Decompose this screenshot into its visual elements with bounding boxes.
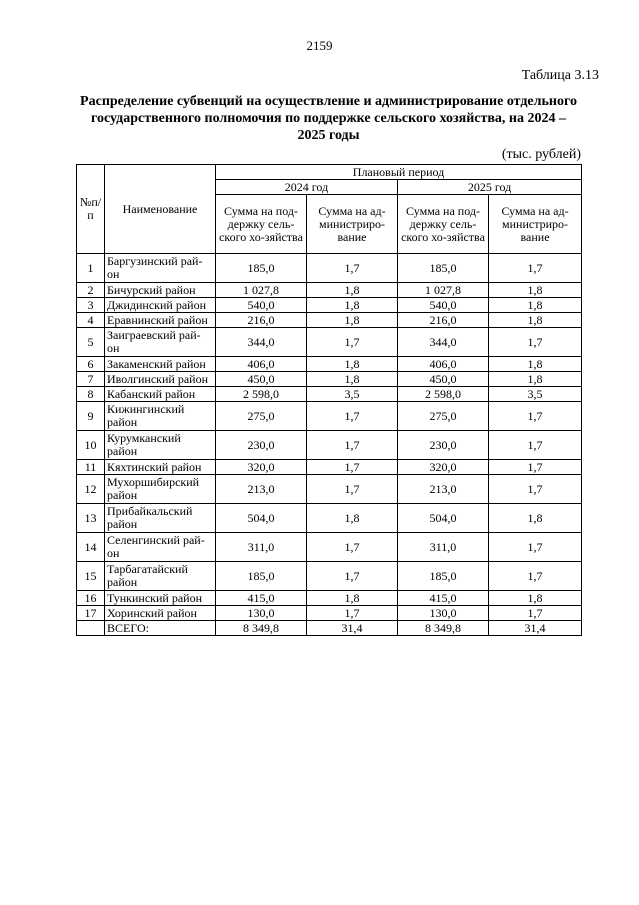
total-admin-2025: 31,4: [489, 621, 582, 636]
table-row: [77, 606, 582, 621]
row-admin-2025: 1,8: [489, 504, 582, 533]
table-row: [77, 591, 582, 606]
row-admin-2025: 1,7: [489, 562, 582, 591]
row-support-2025: 320,0: [398, 460, 489, 475]
row-support-2025: 450,0: [398, 372, 489, 387]
row-support-2024: 130,0: [216, 606, 307, 621]
row-name: Тункинский район: [105, 591, 216, 606]
row-admin-2025: 1,7: [489, 475, 582, 504]
row-number: 10: [77, 431, 105, 460]
row-support-2024: 185,0: [216, 254, 307, 283]
header-year-2024: 2024 год: [216, 180, 398, 195]
table-row: [77, 254, 582, 283]
header-admin-2024: Сумма на ад-министриро-вание: [307, 195, 398, 254]
row-name: Еравнинский район: [105, 313, 216, 328]
row-admin-2024: 1,8: [307, 372, 398, 387]
row-admin-2025: 1,8: [489, 283, 582, 298]
table-body: [77, 254, 582, 636]
table-row: [77, 460, 582, 475]
row-support-2024: 311,0: [216, 533, 307, 562]
row-support-2024: 415,0: [216, 591, 307, 606]
row-support-2025: 1 027,8: [398, 283, 489, 298]
row-name: Кабанский район: [105, 387, 216, 402]
header-planning-period: Плановый период: [216, 165, 582, 180]
row-support-2025: 406,0: [398, 357, 489, 372]
row-admin-2024: 1,8: [307, 504, 398, 533]
row-name: Селенгинский рай-он: [105, 533, 216, 562]
row-admin-2024: 1,8: [307, 283, 398, 298]
table-row: [77, 504, 582, 533]
row-admin-2024: 3,5: [307, 387, 398, 402]
row-admin-2024: 1,8: [307, 591, 398, 606]
subvention-table: [76, 164, 582, 636]
row-support-2024: 540,0: [216, 298, 307, 313]
row-name: Бичурский район: [105, 283, 216, 298]
row-number: 1: [77, 254, 105, 283]
row-admin-2024: 1,7: [307, 475, 398, 504]
row-support-2025: 213,0: [398, 475, 489, 504]
row-support-2024: 344,0: [216, 328, 307, 357]
row-support-2025: 185,0: [398, 254, 489, 283]
row-admin-2025: 1,8: [489, 357, 582, 372]
row-support-2025: 185,0: [398, 562, 489, 591]
row-support-2024: 406,0: [216, 357, 307, 372]
row-admin-2025: 1,7: [489, 254, 582, 283]
row-number: 4: [77, 313, 105, 328]
row-number: 2: [77, 283, 105, 298]
row-admin-2025: 1,8: [489, 313, 582, 328]
units-label: (тыс. рублей): [501, 147, 581, 162]
row-number: 12: [77, 475, 105, 504]
row-admin-2025: 1,8: [489, 372, 582, 387]
table-row: [77, 283, 582, 298]
row-name: Хоринский район: [105, 606, 216, 621]
row-support-2025: 504,0: [398, 504, 489, 533]
total-admin-2024: 31,4: [307, 621, 398, 636]
row-support-2024: 320,0: [216, 460, 307, 475]
row-admin-2024: 1,8: [307, 298, 398, 313]
total-num-cell: [77, 621, 105, 636]
row-name: Иволгинский район: [105, 372, 216, 387]
row-admin-2025: 1,7: [489, 402, 582, 431]
row-number: 13: [77, 504, 105, 533]
table-row: [77, 562, 582, 591]
row-number: 16: [77, 591, 105, 606]
row-admin-2024: 1,7: [307, 460, 398, 475]
row-admin-2024: 1,7: [307, 533, 398, 562]
row-admin-2025: 1,8: [489, 591, 582, 606]
row-number: 9: [77, 402, 105, 431]
row-support-2024: 275,0: [216, 402, 307, 431]
row-admin-2025: 1,7: [489, 328, 582, 357]
table-row: [77, 387, 582, 402]
header-admin-2025: Сумма на ад-министриро-вание: [489, 195, 582, 254]
row-name: Тарбагатайский район: [105, 562, 216, 591]
row-admin-2024: 1,8: [307, 313, 398, 328]
row-number: 11: [77, 460, 105, 475]
row-admin-2025: 1,7: [489, 606, 582, 621]
row-support-2024: 1 027,8: [216, 283, 307, 298]
table-row: [77, 328, 582, 357]
row-name: Заиграевский рай-он: [105, 328, 216, 357]
row-admin-2024: 1,7: [307, 562, 398, 591]
row-support-2024: 504,0: [216, 504, 307, 533]
row-name: Кяхтинский район: [105, 460, 216, 475]
row-admin-2025: 3,5: [489, 387, 582, 402]
row-support-2025: 275,0: [398, 402, 489, 431]
row-support-2025: 230,0: [398, 431, 489, 460]
table-row: [77, 298, 582, 313]
row-admin-2025: 1,7: [489, 533, 582, 562]
row-admin-2024: 1,7: [307, 254, 398, 283]
total-support-2025: 8 349,8: [398, 621, 489, 636]
row-admin-2024: 1,7: [307, 431, 398, 460]
row-admin-2024: 1,7: [307, 606, 398, 621]
row-name: Джидинский район: [105, 298, 216, 313]
table-row: [77, 402, 582, 431]
row-number: 14: [77, 533, 105, 562]
row-support-2025: 540,0: [398, 298, 489, 313]
table-row: [77, 475, 582, 504]
table-row: [77, 431, 582, 460]
table-row: [77, 372, 582, 387]
row-admin-2024: 1,7: [307, 328, 398, 357]
table-row: [77, 313, 582, 328]
header-support-2025: Сумма на под-держку сель-ского хо-зяйства: [398, 195, 489, 254]
row-admin-2025: 1,7: [489, 460, 582, 475]
row-support-2025: 311,0: [398, 533, 489, 562]
row-support-2025: 130,0: [398, 606, 489, 621]
row-name: Баргузинский рай-он: [105, 254, 216, 283]
header-support-2024: Сумма на под-держку сель-ского хо-зяйства: [216, 195, 307, 254]
row-support-2025: 2 598,0: [398, 387, 489, 402]
table-title: Распределение субвенций на осуществление и администрирование отдельного государственного полномочия по поддержке сельского хозяйства, на 2024 – 2025 годы: [80, 94, 577, 143]
row-support-2024: 2 598,0: [216, 387, 307, 402]
total-support-2024: 8 349,8: [216, 621, 307, 636]
row-name: Кижингинский район: [105, 402, 216, 431]
row-number: 7: [77, 372, 105, 387]
row-name: Закаменский район: [105, 357, 216, 372]
row-name: Мухоршибирский район: [105, 475, 216, 504]
row-support-2024: 450,0: [216, 372, 307, 387]
total-row: [77, 621, 582, 636]
header-num: №п/п: [77, 165, 105, 254]
row-number: 5: [77, 328, 105, 357]
row-support-2024: 230,0: [216, 431, 307, 460]
header-name: Наименование: [105, 165, 216, 254]
row-admin-2024: 1,7: [307, 402, 398, 431]
row-support-2025: 415,0: [398, 591, 489, 606]
row-admin-2025: 1,7: [489, 431, 582, 460]
row-support-2025: 216,0: [398, 313, 489, 328]
table-row: [77, 533, 582, 562]
row-name: Курумканский район: [105, 431, 216, 460]
row-admin-2025: 1,8: [489, 298, 582, 313]
row-support-2024: 216,0: [216, 313, 307, 328]
row-support-2024: 185,0: [216, 562, 307, 591]
page-number: 2159: [306, 38, 333, 53]
header-year-2025: 2025 год: [398, 180, 582, 195]
total-label: ВСЕГО:: [105, 621, 216, 636]
row-admin-2024: 1,8: [307, 357, 398, 372]
row-support-2025: 344,0: [398, 328, 489, 357]
table-label: Таблица 3.13: [521, 68, 599, 83]
row-number: 8: [77, 387, 105, 402]
row-number: 15: [77, 562, 105, 591]
row-number: 3: [77, 298, 105, 313]
table-row: [77, 357, 582, 372]
row-number: 17: [77, 606, 105, 621]
row-support-2024: 213,0: [216, 475, 307, 504]
row-number: 6: [77, 357, 105, 372]
row-name: Прибайкальский район: [105, 504, 216, 533]
